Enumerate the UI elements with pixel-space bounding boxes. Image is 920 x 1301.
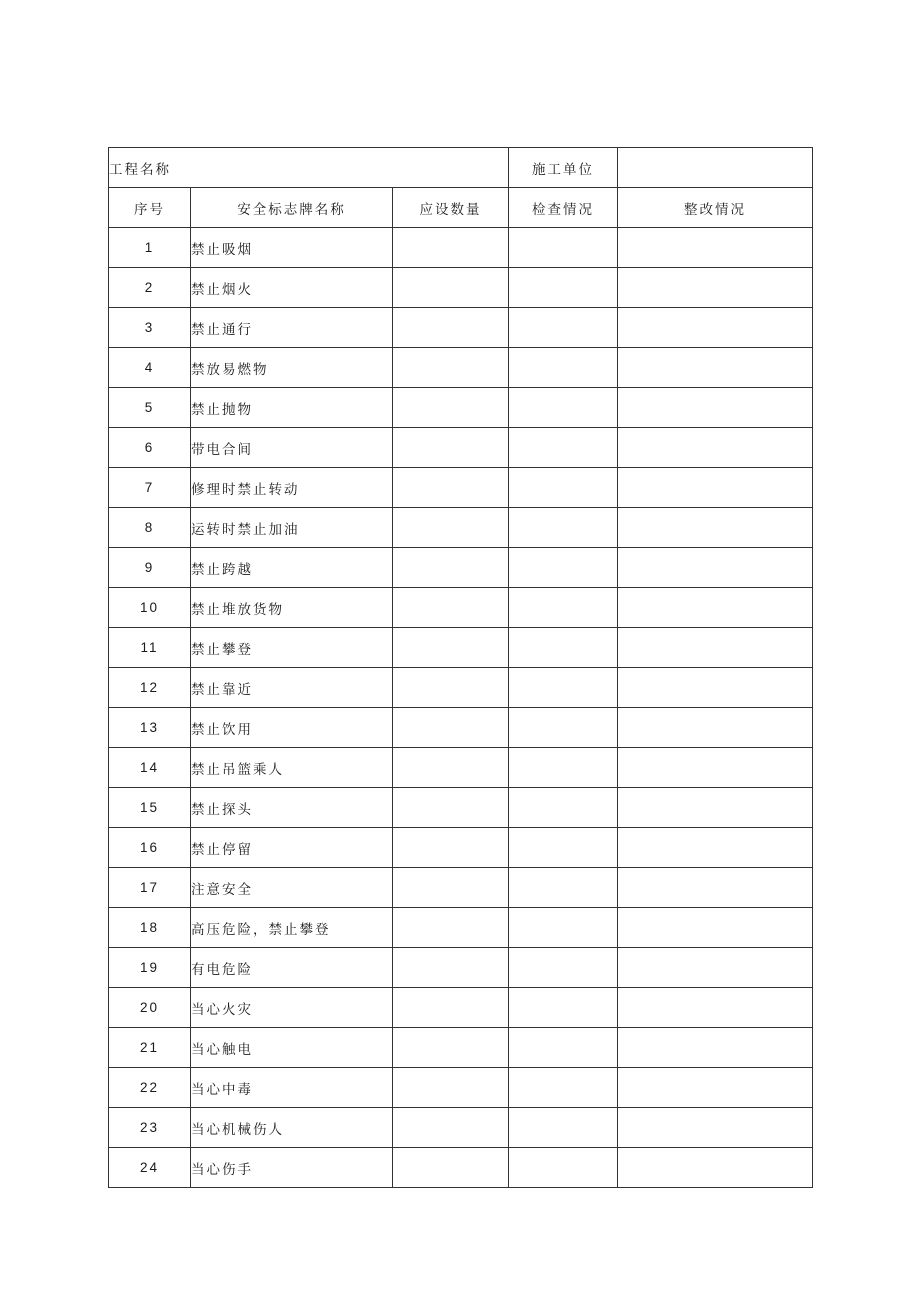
row-inspection-cell[interactable] <box>509 1108 618 1148</box>
row-sign-name: 运转时禁止加油 <box>191 508 393 548</box>
row-seq: 18 <box>109 908 191 948</box>
row-required-qty-cell[interactable] <box>393 868 509 908</box>
row-required-qty-cell[interactable] <box>393 988 509 1028</box>
row-sign-name: 禁止通行 <box>191 308 393 348</box>
row-seq: 8 <box>109 508 191 548</box>
table-row <box>109 628 813 668</box>
table-row <box>109 588 813 628</box>
row-required-qty-cell[interactable] <box>393 508 509 548</box>
table-row <box>109 868 813 908</box>
row-seq: 20 <box>109 988 191 1028</box>
row-rectification-cell[interactable] <box>618 268 813 308</box>
row-required-qty-cell[interactable] <box>393 1148 509 1188</box>
table-row <box>109 748 813 788</box>
row-inspection-cell[interactable] <box>509 308 618 348</box>
row-sign-name: 当心中毒 <box>191 1068 393 1108</box>
row-sign-name: 禁放易燃物 <box>191 348 393 388</box>
row-seq: 17 <box>109 868 191 908</box>
table-row <box>109 468 813 508</box>
table-row <box>109 268 813 308</box>
row-seq: 22 <box>109 1068 191 1108</box>
table-row <box>109 908 813 948</box>
header-info-row <box>109 148 813 188</box>
row-inspection-cell[interactable] <box>509 868 618 908</box>
row-rectification-cell[interactable] <box>618 508 813 548</box>
table-row <box>109 308 813 348</box>
row-rectification-cell[interactable] <box>618 868 813 908</box>
row-rectification-cell[interactable] <box>618 348 813 388</box>
row-required-qty-cell[interactable] <box>393 348 509 388</box>
table-row <box>109 388 813 428</box>
row-required-qty-cell[interactable] <box>393 628 509 668</box>
row-required-qty-cell[interactable] <box>393 1068 509 1108</box>
row-seq: 14 <box>109 748 191 788</box>
row-sign-name: 禁止靠近 <box>191 668 393 708</box>
row-rectification-cell[interactable] <box>618 708 813 748</box>
row-rectification-cell[interactable] <box>618 1068 813 1108</box>
row-required-qty-cell[interactable] <box>393 468 509 508</box>
row-inspection-cell[interactable] <box>509 828 618 868</box>
row-inspection-cell[interactable] <box>509 668 618 708</box>
row-seq: 12 <box>109 668 191 708</box>
row-inspection-cell[interactable] <box>509 548 618 588</box>
row-rectification-cell[interactable] <box>618 428 813 468</box>
table-row <box>109 1108 813 1148</box>
col-header-sign-name: 安全标志牌名称 <box>191 188 393 228</box>
row-inspection-cell[interactable] <box>509 508 618 548</box>
row-inspection-cell[interactable] <box>509 428 618 468</box>
row-seq: 11 <box>109 628 191 668</box>
table-row <box>109 948 813 988</box>
row-seq: 9 <box>109 548 191 588</box>
row-sign-name: 当心火灾 <box>191 988 393 1028</box>
row-sign-name: 禁止吸烟 <box>191 228 393 268</box>
row-rectification-cell[interactable] <box>618 388 813 428</box>
row-seq: 21 <box>109 1028 191 1068</box>
row-required-qty-cell[interactable] <box>393 308 509 348</box>
row-seq: 19 <box>109 948 191 988</box>
row-rectification-cell[interactable] <box>618 668 813 708</box>
row-seq: 16 <box>109 828 191 868</box>
contractor-label: 施工单位 <box>509 148 618 188</box>
table-row <box>109 1148 813 1188</box>
row-rectification-cell[interactable] <box>618 828 813 868</box>
row-sign-name: 禁止烟火 <box>191 268 393 308</box>
row-inspection-cell[interactable] <box>509 468 618 508</box>
table-row <box>109 1068 813 1108</box>
row-sign-name: 禁止抛物 <box>191 388 393 428</box>
row-rectification-cell[interactable] <box>618 948 813 988</box>
row-seq: 4 <box>109 348 191 388</box>
table-row <box>109 668 813 708</box>
row-rectification-cell[interactable] <box>618 988 813 1028</box>
row-inspection-cell[interactable] <box>509 228 618 268</box>
contractor-value-cell[interactable] <box>618 148 813 188</box>
row-required-qty-cell[interactable] <box>393 948 509 988</box>
row-inspection-cell[interactable] <box>509 948 618 988</box>
row-required-qty-cell[interactable] <box>393 1108 509 1148</box>
col-header-rectification: 整改情况 <box>618 188 813 228</box>
row-required-qty-cell[interactable] <box>393 388 509 428</box>
row-seq: 7 <box>109 468 191 508</box>
row-inspection-cell[interactable] <box>509 1068 618 1108</box>
row-required-qty-cell[interactable] <box>393 548 509 588</box>
row-sign-name: 当心伤手 <box>191 1148 393 1188</box>
project-name-label: 工程名称 <box>109 148 509 188</box>
row-rectification-cell[interactable] <box>618 548 813 588</box>
row-seq: 2 <box>109 268 191 308</box>
row-sign-name: 当心机械伤人 <box>191 1108 393 1148</box>
table-row <box>109 508 813 548</box>
row-required-qty-cell[interactable] <box>393 428 509 468</box>
row-sign-name: 当心触电 <box>191 1028 393 1068</box>
row-rectification-cell[interactable] <box>618 588 813 628</box>
row-inspection-cell[interactable] <box>509 348 618 388</box>
column-header-row <box>109 188 813 228</box>
row-required-qty-cell[interactable] <box>393 268 509 308</box>
row-rectification-cell[interactable] <box>618 1108 813 1148</box>
row-sign-name: 禁止跨越 <box>191 548 393 588</box>
row-inspection-cell[interactable] <box>509 708 618 748</box>
row-inspection-cell[interactable] <box>509 908 618 948</box>
row-required-qty-cell[interactable] <box>393 828 509 868</box>
row-rectification-cell[interactable] <box>618 628 813 668</box>
row-inspection-cell[interactable] <box>509 588 618 628</box>
row-sign-name: 禁止停留 <box>191 828 393 868</box>
col-header-inspection: 检查情况 <box>509 188 618 228</box>
row-sign-name: 有电危险 <box>191 948 393 988</box>
row-required-qty-cell[interactable] <box>393 748 509 788</box>
row-required-qty-cell[interactable] <box>393 708 509 748</box>
row-inspection-cell[interactable] <box>509 1028 618 1068</box>
table-row <box>109 428 813 468</box>
row-seq: 10 <box>109 588 191 628</box>
row-required-qty-cell[interactable] <box>393 788 509 828</box>
row-seq: 13 <box>109 708 191 748</box>
row-inspection-cell[interactable] <box>509 788 618 828</box>
row-seq: 1 <box>109 228 191 268</box>
safety-sign-checklist-table <box>108 147 813 1188</box>
row-seq: 23 <box>109 1108 191 1148</box>
row-seq: 15 <box>109 788 191 828</box>
row-sign-name: 修理时禁止转动 <box>191 468 393 508</box>
row-rectification-cell[interactable] <box>618 308 813 348</box>
table-row <box>109 828 813 868</box>
col-header-required-qty: 应设数量 <box>393 188 509 228</box>
row-sign-name: 禁止吊篮乘人 <box>191 748 393 788</box>
row-required-qty-cell[interactable] <box>393 908 509 948</box>
row-rectification-cell[interactable] <box>618 788 813 828</box>
row-sign-name: 高压危险，禁止攀登 <box>191 908 393 948</box>
row-seq: 24 <box>109 1148 191 1188</box>
row-seq: 3 <box>109 308 191 348</box>
table-row <box>109 228 813 268</box>
row-seq: 5 <box>109 388 191 428</box>
row-sign-name: 禁止探头 <box>191 788 393 828</box>
row-inspection-cell[interactable] <box>509 1148 618 1188</box>
table-row <box>109 708 813 748</box>
table-row <box>109 348 813 388</box>
row-inspection-cell[interactable] <box>509 748 618 788</box>
row-inspection-cell[interactable] <box>509 628 618 668</box>
row-rectification-cell[interactable] <box>618 748 813 788</box>
row-required-qty-cell[interactable] <box>393 588 509 628</box>
col-header-seq: 序号 <box>109 188 191 228</box>
row-inspection-cell[interactable] <box>509 268 618 308</box>
table-row <box>109 1028 813 1068</box>
row-inspection-cell[interactable] <box>509 388 618 428</box>
row-sign-name: 禁止饮用 <box>191 708 393 748</box>
row-sign-name: 注意安全 <box>191 868 393 908</box>
row-sign-name: 禁止堆放货物 <box>191 588 393 628</box>
table-row <box>109 988 813 1028</box>
row-seq: 6 <box>109 428 191 468</box>
row-required-qty-cell[interactable] <box>393 668 509 708</box>
row-inspection-cell[interactable] <box>509 988 618 1028</box>
row-rectification-cell[interactable] <box>618 1148 813 1188</box>
row-rectification-cell[interactable] <box>618 468 813 508</box>
row-rectification-cell[interactable] <box>618 228 813 268</box>
row-required-qty-cell[interactable] <box>393 228 509 268</box>
row-required-qty-cell[interactable] <box>393 1028 509 1068</box>
row-rectification-cell[interactable] <box>618 908 813 948</box>
row-rectification-cell[interactable] <box>618 1028 813 1068</box>
table-row <box>109 788 813 828</box>
row-sign-name: 禁止攀登 <box>191 628 393 668</box>
row-sign-name: 带电合间 <box>191 428 393 468</box>
table-row <box>109 548 813 588</box>
